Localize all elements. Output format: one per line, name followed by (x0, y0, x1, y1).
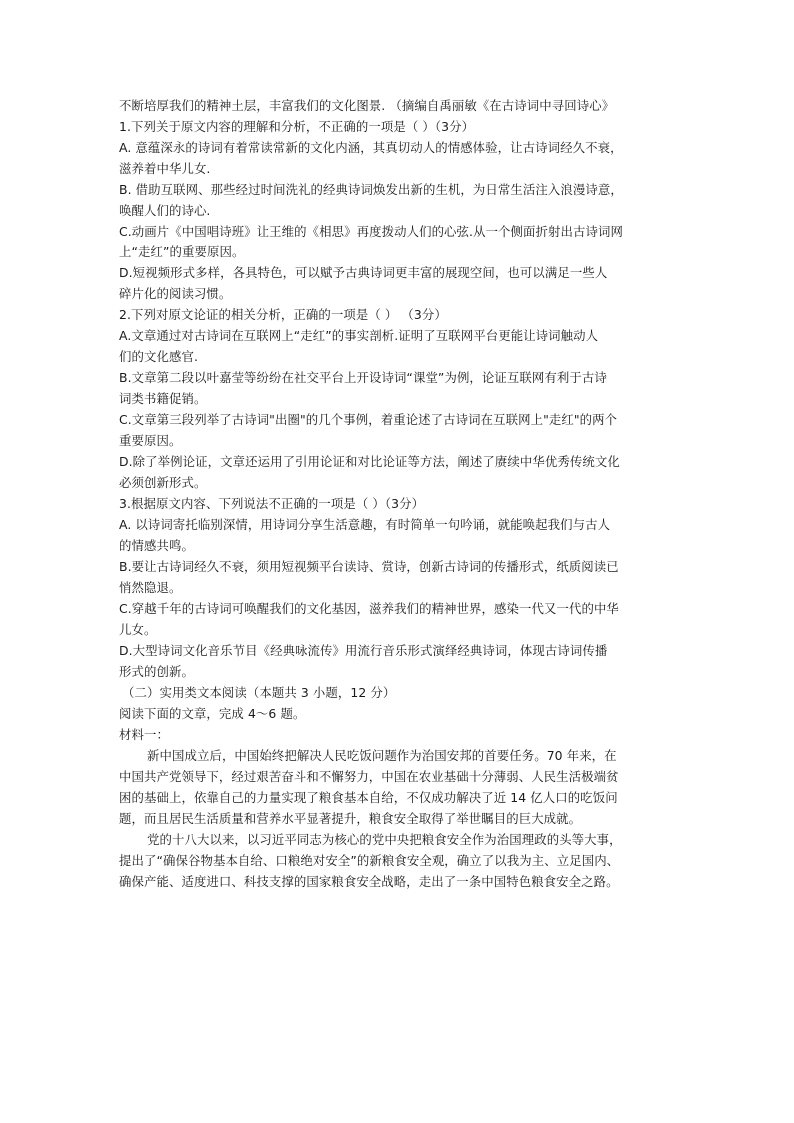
text-line: 不断培厚我们的精神土层，丰富我们的文化图景. （摘编自禹丽敏《在古诗词中寻回诗心》 (119, 98, 615, 113)
paragraph-2-line: 提出了“确保谷物基本自给、口粮绝对安全”的新粮食安全观，确立了以我为主、立足国内、 (119, 853, 620, 868)
q1-option-b-cont: 唤醒人们的诗心. (119, 203, 211, 218)
paragraph-1-line: 新中国成立后，中国始终把解决人民吃饭问题作为治国安邦的首要任务。70 年来，在 (147, 748, 617, 763)
question-2-stem: 2.下列对原文论证的相关分析，正确的一项是（ ） （3分） (119, 307, 447, 322)
q2-option-d: D.除了举例论证，文章还运用了引用论证和对比论证等方法，阐述了赓续中华优秀传统文化 (119, 454, 620, 469)
reading-instruction: 阅读下面的文章，完成 4～6 题。 (119, 706, 306, 721)
paragraph-1-line: 困的基础上，依靠自己的力量实现了粮食基本自给，不仅成功解决了近 14 亿人口的吃饭问 (119, 790, 618, 805)
q3-option-d-cont: 形式的创新。 (119, 664, 194, 679)
paragraph-2-line: 党的十八大以来，以习近平同志为核心的党中央把粮食安全作为治国理政的头等大事， (147, 832, 622, 847)
paragraph-2-line: 确保产能、适度进口、科技支撑的国家粮食安全战略，走出了一条中国特色粮食安全之路。 (119, 874, 619, 889)
paragraph-1-line: 中国共产党领导下，经过艰苦奋斗和不懈努力，中国在农业基础十分薄弱、人民生活极端贫 (119, 769, 619, 784)
q1-option-c-cont: 上“走红”的重要原因。 (119, 244, 245, 259)
q2-option-b: B.文章第二段以叶嘉莹等纷纷在社交平台上开设诗词“课堂”为例，论证互联网有利于古诗 (119, 370, 607, 385)
q3-option-a-cont: 的情感共鸣。 (119, 538, 194, 553)
q1-option-a-cont: 滋养着中华儿女. (119, 161, 211, 176)
q1-option-d: D.短视频形式多样，各具特色，可以赋予古典诗词更丰富的展现空间，也可以满足一些人 (119, 265, 608, 280)
q3-option-d: D.大型诗词文化音乐节目《经典咏流传》用流行音乐形式演绎经典诗词，体现古诗词传播 (119, 643, 608, 658)
q1-option-a: A. 意蕴深永的诗词有着常读常新的文化内涵，其真切动人的情感体验，让古诗词经久不衰， (119, 140, 623, 155)
q1-option-d-cont: 碎片化的阅读习惯。 (119, 286, 232, 301)
question-3-stem: 3.根据原文内容、下列说法不正确的一项是（ ）（3分） (119, 496, 425, 511)
q1-option-b: B. 借助互联网、那些经过时间洗礼的经典诗词焕发出新的生机，为日常生活注入浪漫诗意， (119, 182, 623, 197)
q2-option-c-cont: 重要原因。 (119, 433, 182, 448)
q2-option-a: A.文章通过对古诗词在互联网上“走红”的事实剖析.证明了互联网平台更能让诗词触动人 (119, 328, 599, 343)
material-label: 材料一： (119, 727, 169, 742)
q1-option-c: C.动画片《中国唱诗班》让王维的《相思》再度拨动人们的心弦.从一个侧面折射出古诗词网 (119, 224, 623, 239)
paragraph-1-line: 题，而且居民生活质量和营养水平显著提升，粮食安全取得了举世瞩目的巨大成就。 (119, 811, 582, 826)
q2-option-c: C.文章第三段列举了古诗词"出圈"的几个事例，着重论述了古诗词在互联网上"走红"的两个 (119, 412, 618, 427)
q3-option-c: C.穿越千年的古诗词可唤醒我们的文化基因，滋养我们的精神世界，感染一代又一代的中华 (119, 601, 619, 616)
q2-option-b-cont: 词类书籍促销。 (119, 391, 207, 406)
q2-option-a-cont: 们的文化感官. (119, 349, 198, 364)
q3-option-b: B.要让古诗词经久不衰，须用短视频平台读诗、赏诗，创新古诗词的传播形式，纸质阅读已 (119, 559, 619, 574)
q3-option-b-cont: 悄然隐退。 (119, 580, 182, 595)
section-heading: （二）实用类文本阅读（本题共 3 小题，12 分） (122, 685, 396, 700)
q3-option-c-cont: 儿女。 (119, 622, 157, 637)
question-1-stem: 1.下列关于原文内容的理解和分析，不正确的一项是（ ）（3分） (119, 119, 475, 134)
q2-option-d-cont: 必须创新形式。 (119, 475, 207, 490)
q3-option-a: A. 以诗词寄托临别深情，用诗词分享生活意趣，有时简单一句吟诵，就能唤起我们与古人 (119, 517, 611, 532)
